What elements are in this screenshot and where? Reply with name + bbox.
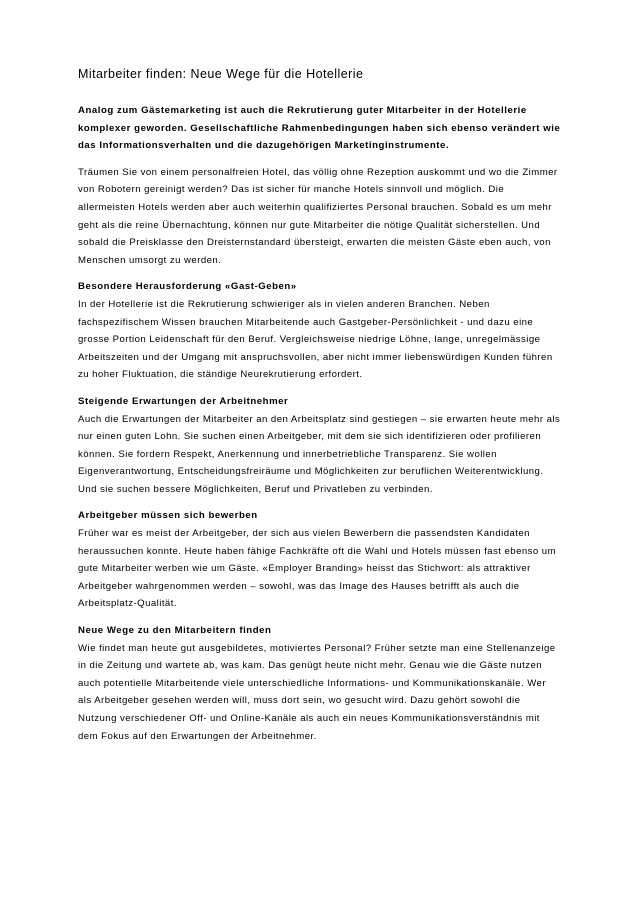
section-heading: Arbeitgeber müssen sich bewerben [78, 510, 258, 522]
section-text: In der Hotellerie ist die Rekrutierung schwieriger als in vielen anderen Branchen. Neben fachspezifischem Wissen brauchen Mitarbeitende auch Gastgeber-Persönlichkeit - und dazu eine grosse Portion Leidenschaft für den Beruf. Vergleichsweise niedrige Löhne, lange, unregelmässige Arbeitszeiten und der Umgang mit anspruchsvollen, aber nicht immer liebenswürdigen Kunden führen zu hoher Fluktuation, die ständige Neurekrutierung erfordert. [78, 298, 553, 381]
section-gast-geben [78, 278, 562, 384]
section-heading: Neue Wege zu den Mitarbeitern finden [78, 625, 272, 637]
section-arbeitgeber [78, 507, 562, 613]
section-heading: Steigende Erwartungen der Arbeitnehmer [78, 395, 289, 407]
section-text: Früher war es meist der Arbeitgeber, der sich aus vielen Bewerbern die passendsten Kandidaten heraussuchen konnte. Heute haben fähige Fachkräfte oft die Wahl und Hotels müssen fast ebenso um gute Mitarbeiter werben wie um Gäste. «Employer Branding» heisst das Stichwort: als attraktiver Arbeitgeber wahrgenommen werden – sowohl, was das Image des Hauses betrifft als auch die Arbeitsplatz-Qualität. [78, 528, 557, 610]
intro-paragraph: Träumen Sie von einem personalfreien Hotel, das völlig ohne Rezeption auskommt und wo die Zimmer von Robotern gereinigt werden? Das ist sicher für manche Hotels sinnvoll und möglich. Die allermeisten Hotels werden aber auch weiterhin qualifiziertes Personal brauchen. Sobald es um mehr geht als die reine Übernachtung, können nur gute Mitarbeiter die nötige Qualität sicherstellen. Und sobald die Preisklasse den Dreisternstandard übersteigt, erwarten die meisten Gäste eben auch, von Menschen umsorgt zu werden. [78, 166, 558, 266]
section-heading: Besondere Herausforderung «Gast-Geben» [78, 281, 297, 293]
document-page [78, 66, 562, 745]
lead-paragraph: Analog zum Gästemarketing ist auch die Rekrutierung guter Mitarbeiter in der Hotellerie komplexer geworden. Gesellschaftliche Rahmenbedingungen haben sich ebenso verändert wie das Informationsverhalten und die dazugehörigen Marketinginstrumente. [78, 105, 561, 152]
section-text: Wie findet man heute gut ausgebildetes, motiviertes Personal? Früher setzte man eine Stellenanzeige in die Zeitung und wartete ab, was kam. Das genügt heute nicht mehr. Genau wie die Gäste nutzen auch potentielle Mitarbeitende viele unterschiedliche Informations- und Kommunikationskanäle. Wer als Arbeitgeber gesehen werden will, muss dort sein, wo gesucht wird. Dazu gehört sowohl die Nutzung verschiedener Off- und Online-Kanäle als auch ein neues Kommunikationsverständnis mit dem Fokus auf den Erwartungen der Arbeitnehmer. [78, 642, 556, 742]
section-erwartungen [78, 393, 562, 499]
section-neue-wege [78, 622, 562, 745]
document-title: Mitarbeiter finden: Neue Wege für die Hotellerie [78, 67, 364, 81]
section-text: Auch die Erwartungen der Mitarbeiter an den Arbeitsplatz sind gestiegen – sie erwarten heute mehr als nur einen guten Lohn. Sie suchen einen Arbeitgeber, mit dem sie sich identifizieren oder profilieren können. Sie fordern Respekt, Anerkennung und innerbetriebliche Transparenz. Sie wollen Eigenverantwortung, Entscheidungsfreiräume und Möglichkeiten zur beruflichen Weiterentwicklung. Und sie suchen bessere Möglichkeiten, Beruf und Privatleben zu verbinden. [78, 413, 561, 495]
